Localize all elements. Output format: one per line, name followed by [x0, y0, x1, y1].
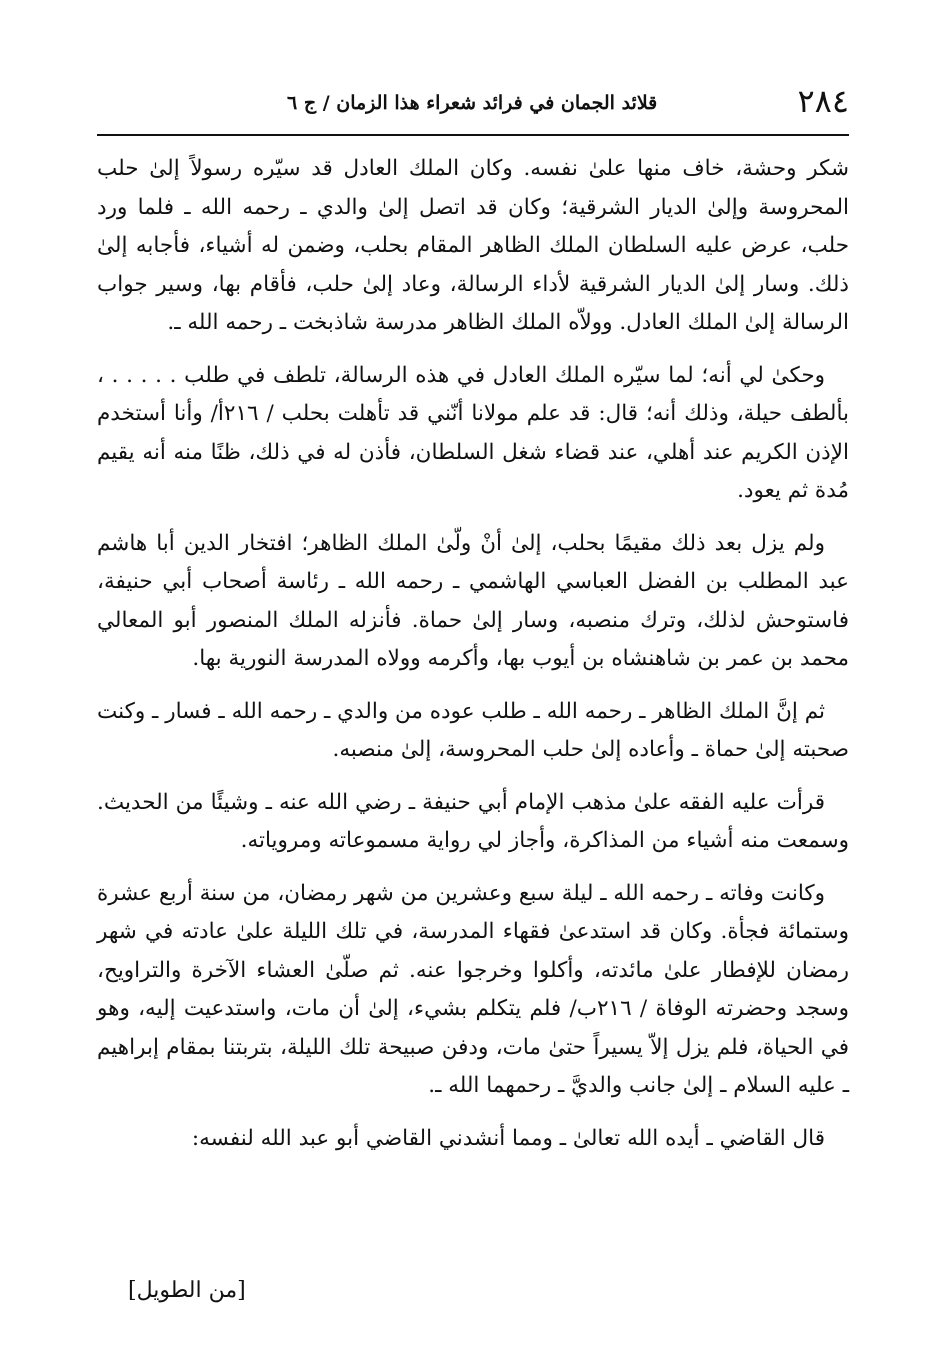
header-rule: [97, 134, 849, 136]
paragraph: قرأت عليه الفقه علىٰ مذهب الإمام أبي حنيفة ـ رضي الله عنه ـ وشيئًا من الحديث. وسمعت منه أشياء من المذاكرة، وأجاز لي رواية مسموعاته ومروياته.: [97, 789, 849, 853]
running-title: قلائد الجمان في فرائد شعراء هذا الزمان / ج ٦: [287, 92, 658, 114]
paragraph: شكر وحشة، خاف منها علىٰ نفسه. وكان الملك العادل قد سيّره رسولاً إلىٰ حلب المحروسة وإلىٰ الديار الشرقية؛ وكان قد اتصل إلىٰ والدي ـ رحمه الله ـ فلما ورد حلب، عرض عليه السلطان الملك الظاهر المقام بحلب، وضمن له أشياء، فأجابه إلىٰ ذلك. وسار إلىٰ الديار الشرقية لأداء الرسالة، وعاد إلىٰ حلب، فأقام بها، وسير جواب الرسالة إلىٰ الملك العادل. وولاّه الملك الظاهر مدرسة شاذبخت ـ رحمه الله ـ.: [97, 156, 849, 335]
paragraph: ولم يزل بعد ذلك مقيمًا بحلب، إلىٰ أنْ ولّىٰ الملك الظاهر؛ افتخار الدين أبا هاشم عبد المطلب بن الفضل العباسي الهاشمي ـ رحمه الله ـ رئاسة أصحاب أبي حنيفة، فاستوحش لذلك، وترك منصبه، وسار إلىٰ حماة. فأنزله الملك المنصور أبو المعالي محمد بن عمر بن شاهنشاه بن أيوب بها، وأكرمه وولاه المدرسة النورية بها.: [97, 530, 849, 671]
paragraph: وحكىٰ لي أنه؛ لما سيّره الملك العادل في هذه الرسالة، تلطف في طلب . . . . . ، بألطف حيلة، وذلك أنه؛ قال: قد علم مولانا أنّني قد تأهلت بحلب / ٢١٦أ/ وأنا أستخدم الإذن الكريم عند أهلي، عند قضاء شغل السلطان، فأذن له في ذلك، ظنًا منه أنه يقيم مُدة ثم يعود.: [97, 362, 849, 503]
paragraph: وكانت وفاته ـ رحمه الله ـ ليلة سبع وعشرين من شهر رمضان، من سنة أربع عشرة وستمائة فجأة. وكان قد استدعىٰ فقهاء المدرسة، في تلك الليلة علىٰ عادته في شهر رمضان للإفطار علىٰ مائدته، وأكلوا وخرجوا عنه. ثم صلّىٰ العشاء الآخرة والتراويح، وسجد وحضرته الوفاة / ٢١٦ب/ فلم يتكلم بشيء، إلىٰ أن مات، واستدعيت إليه، وهو في الحياة، فلم يزل إلاّ يسيراً حتىٰ مات، ودفن صبيحة تلك الليلة، بتربتنا بمقام إبراهيم ـ عليه السلام ـ إلىٰ جانب والديَّ ـ رحمهما الله ـ.: [97, 880, 849, 1098]
page-number: ٢٨٤: [797, 82, 849, 120]
paragraph: قال القاضي ـ أيده الله تعالىٰ ـ ومما أنشدني القاضي أبو عبد الله لنفسه:: [191, 1125, 825, 1151]
page-header: [97, 80, 849, 136]
page-body: [97, 150, 849, 1172]
verse-meter-label: [من الطويل]: [128, 1278, 246, 1303]
paragraph: ثم إنَّ الملك الظاهر ـ رحمه الله ـ طلب عوده من والدي ـ رحمه الله ـ فسار ـ وكنت صحبته إلىٰ حماة ـ وأعاده إلىٰ حلب المحروسة، إلىٰ منصبه.: [97, 698, 849, 762]
